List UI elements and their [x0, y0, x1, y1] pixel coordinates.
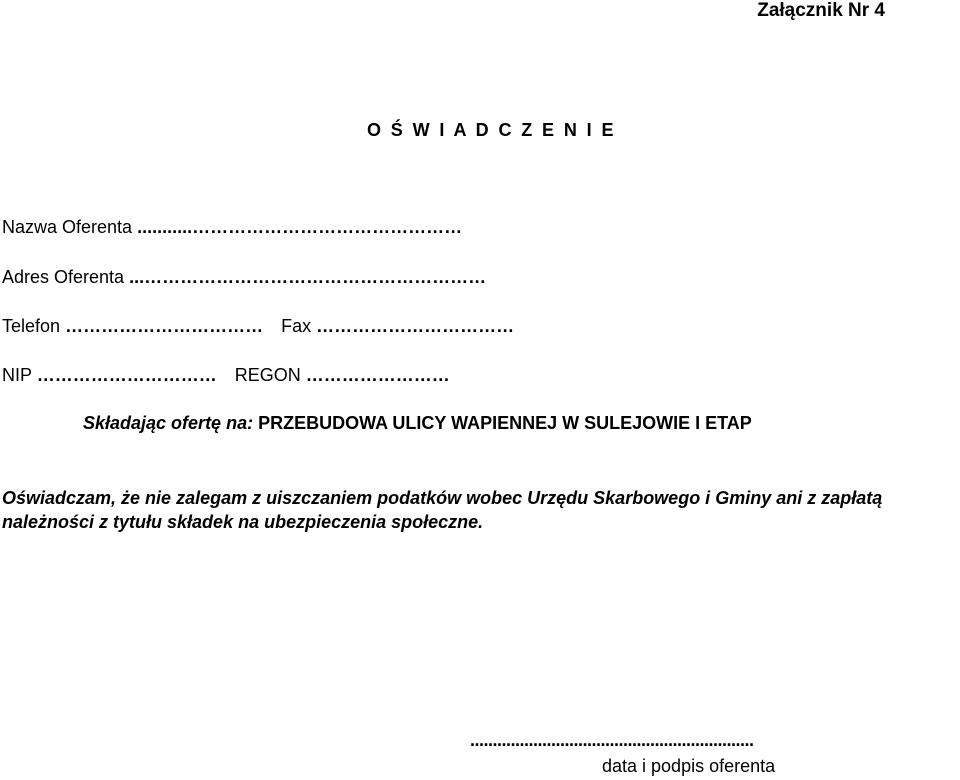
fax-label: Fax [281, 316, 312, 336]
offer-statement [83, 413, 752, 434]
bidder-address-line [2, 267, 486, 288]
bidder-name-label: Nazwa Oferenta [2, 217, 133, 237]
nip-regon-line [2, 365, 450, 386]
document-title: O Ś W I A D C Z E N I E [367, 120, 616, 140]
phone-label: Telefon [2, 316, 61, 336]
regon-label: REGON [234, 365, 301, 385]
phone-fax-line [2, 316, 514, 337]
bidder-address-dots: ...………………………………………………… [129, 267, 487, 287]
phone-dots: …………………………… [65, 316, 264, 336]
bidder-address-label: Adres Oferenta [2, 267, 125, 287]
declaration-text: Oświadczam, że nie zalegam z uiszczaniem podatków wobec Urzędu Skarbowego i Gminy ani z zapłatą należności z tytułu składek na ubezpieczenia społeczne. [2, 488, 883, 532]
signature-label: data i podpis oferenta [602, 756, 776, 776]
offer-lead: Składając ofertę na: [83, 413, 254, 433]
regon-dots: …………………… [305, 365, 450, 385]
nip-label: NIP [2, 365, 32, 385]
fax-dots: …………………………… [316, 316, 515, 336]
nip-dots: ………………………… [36, 365, 217, 385]
attachment-number: Załącznik Nr 4 [757, 0, 885, 21]
signature-dots: ............................................................... [470, 730, 754, 750]
bidder-name-line [2, 217, 462, 238]
bidder-name-dots: ...........……………………………………… [137, 217, 463, 237]
offer-subject: PRZEBUDOWA ULICY WAPIENNEJ W SULEJOWIE I ETAP [258, 413, 752, 433]
